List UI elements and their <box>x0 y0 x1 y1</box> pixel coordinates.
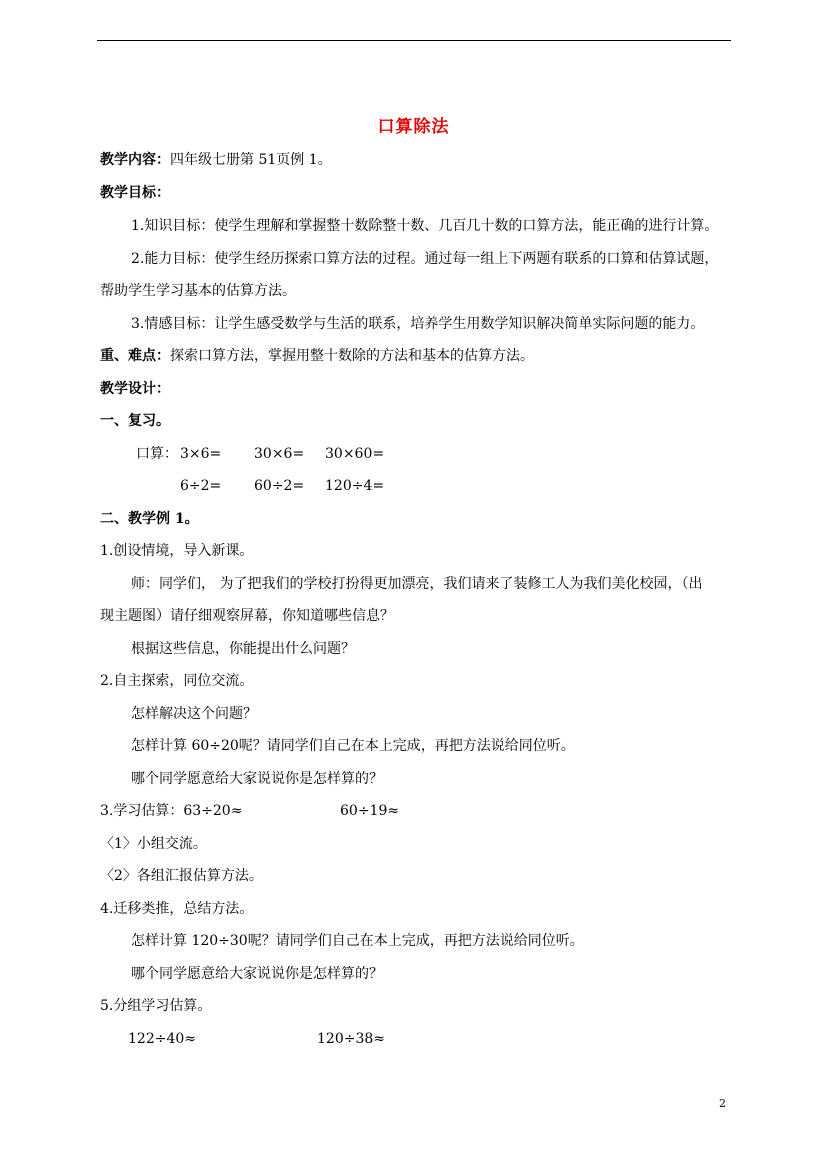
step-1-question: 根据这些信息，你能提出什么问题？ <box>131 641 355 657</box>
step-3-estimate: 60÷19≈ <box>340 803 400 819</box>
review-heading: 一、复习。 <box>100 413 170 429</box>
keypoints-label: 重、难点： <box>100 348 170 364</box>
step-5-estimate: 122÷40≈ <box>128 1031 196 1047</box>
keypoints-line <box>100 346 534 366</box>
review-item: 6÷2= <box>180 478 222 494</box>
step-3-sub-2: 〈2〉各组汇报估算方法。 <box>100 868 263 884</box>
step-4: 4.迁移类推，总结方法。 <box>100 901 254 917</box>
content-line <box>100 150 332 170</box>
step-4-question-1: 怎样计算 120÷30呢？请同学们自己在本上完成，再把方法说给同位听。 <box>131 933 584 949</box>
page-number: 2 <box>719 1097 726 1110</box>
review-item: 120÷4= <box>325 478 385 494</box>
review-item: 60÷2= <box>254 478 305 494</box>
step-5: 5.分组学习估算。 <box>100 998 212 1014</box>
design-heading: 教学设计： <box>100 381 170 397</box>
step-3: 3.学习估算：63÷20≈ <box>100 803 243 819</box>
step-2-question-1: 怎样解决这个问题？ <box>131 706 257 722</box>
goal-2-line-1: 2.能力目标：使学生经历探索口算方法的过程。通过每一组上下两题有联系的口算和估算试题， <box>131 251 719 267</box>
review-label: 口算： <box>136 446 178 462</box>
review-item: 30×60= <box>325 446 385 462</box>
step-1: 1.创设情境，导入新课。 <box>100 543 254 559</box>
step-5-estimate: 120÷38≈ <box>317 1031 385 1047</box>
step-3-sub-1: 〈1〉小组交流。 <box>100 836 207 852</box>
goal-1: 1.知识目标：使学生理解和掌握整十数除整十数、几百几十数的口算方法，能正确的进行计算。 <box>131 218 719 234</box>
header-rule <box>97 40 731 41</box>
step-2-question-3: 哪个同学愿意给大家说说你是怎样算的？ <box>131 771 383 787</box>
content-label: 教学内容： <box>100 152 170 168</box>
goal-2-line-2: 帮助学生学习基本的估算方法。 <box>100 283 296 299</box>
step-4-question-2: 哪个同学愿意给大家说说你是怎样算的？ <box>131 966 383 982</box>
keypoints-text: 探索口算方法，掌握用整十数除的方法和基本的估算方法。 <box>170 348 534 364</box>
review-item: 30×6= <box>254 446 305 462</box>
step-1-para-line-1: 师：同学们， 为了把我们的学校打扮得更加漂亮，我们请来了装修工人为我们美化校园，（出 <box>131 576 703 592</box>
step-1-para-line-2: 现主题图）请仔细观察屏幕，你知道哪些信息？ <box>100 608 394 624</box>
page-title: 口算除法 <box>377 117 450 137</box>
goal-3: 3.情感目标：让学生感受数学与生活的联系，培养学生用数学知识解决简单实际问题的能力。 <box>131 316 705 332</box>
step-2-question-2: 怎样计算 60÷20呢？请同学们自己在本上完成，再把方法说给同位听。 <box>131 738 575 754</box>
goals-heading: 教学目标： <box>100 185 170 201</box>
example-heading: 二、教学例 1。 <box>100 511 199 527</box>
review-item: 3×6= <box>180 446 222 462</box>
content-text: 四年级七册第 51页例 1。 <box>170 152 332 168</box>
step-2: 2.自主探索，同位交流。 <box>100 673 254 689</box>
